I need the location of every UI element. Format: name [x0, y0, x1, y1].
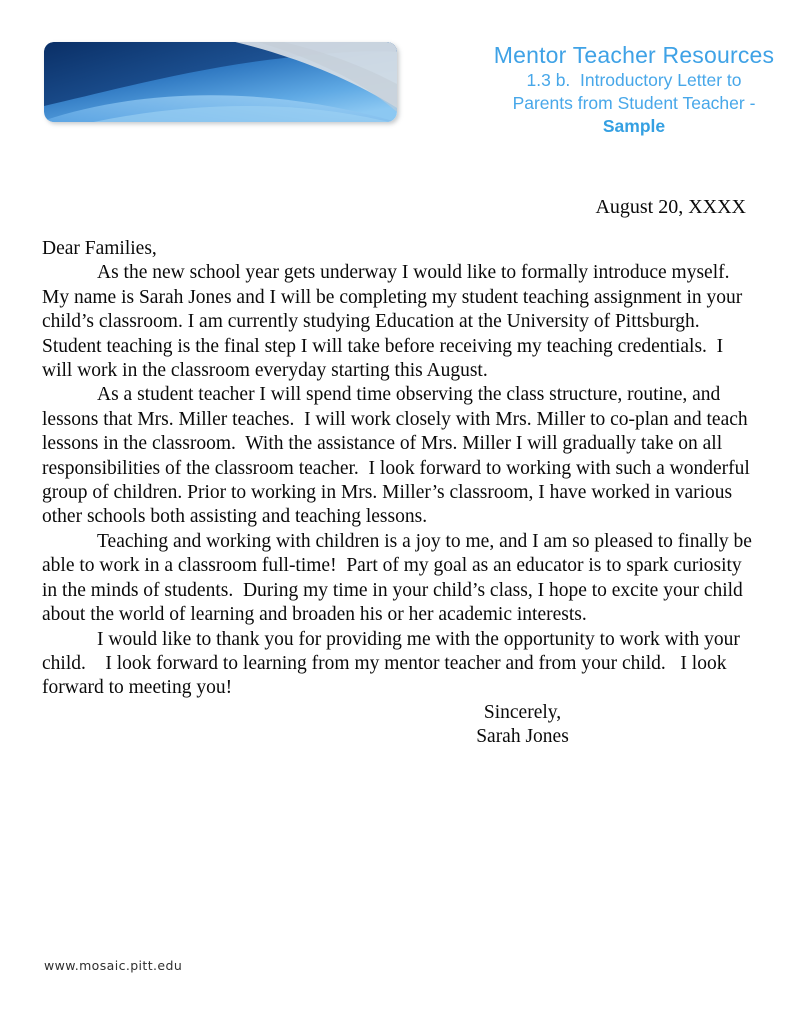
paragraph-3: Teaching and working with children is a joy to me, and I am so pleased to finally be able to work in a classroom full-time! Part of my goal as an educator is to spark curiosity in the minds of students. During my time in your child’s class, I hope to excite your child about the world of learning and broaden his or her academic interests. [42, 530, 757, 626]
footer-url: www.mosaic.pitt.edu [44, 958, 183, 973]
banner-swoosh-graphic [44, 42, 397, 122]
page-title: Mentor Teacher Resources [493, 42, 775, 68]
letter-body [42, 237, 757, 750]
header-sample-label: Sample [602, 116, 666, 136]
salutation: Dear Families, [42, 238, 157, 259]
banner-swoosh-icon [44, 42, 397, 122]
paragraph-2: As a student teacher I will spend time observing the class structure, routine, and lessons that Mrs. Miller teaches. I will work closely with Mrs. Miller to co-plan and teach lessons in the classroom. With the assistance of Mrs. Miller I will gradually take on all responsibilities of the classroom teacher. I look forward to working with such a wonderful group of children. Prior to working in Mrs. Miller’s classroom, I have worked in various other schools both assisting and teaching lessons. [42, 384, 755, 528]
paragraph-4: I would like to thank you for providing me with the opportunity to work with your child. I look forward to learning from my mentor teacher and from your child. I look forward to meeting you! [42, 628, 745, 699]
signature: Sarah Jones [476, 726, 569, 748]
header [44, 42, 791, 154]
date-line: August 20, XXXX [595, 196, 746, 218]
header-title-block [456, 42, 791, 138]
header-subtitle-line2: Parents from Student Teacher - [512, 93, 756, 113]
closing-block [445, 701, 600, 750]
paragraph-1: As the new school year gets underway I would like to formally introduce myself. My name is Sarah Jones and I will be completing my student teaching assignment in your child’s classroom. I am currently studying Education at the University of Pittsburgh. Student teaching is the final step I will take before receiving my teaching credentials. I will work in the classroom everyday starting this August. [42, 262, 748, 382]
closing: Sincerely, [483, 701, 562, 723]
header-subtitle-line1: 1.3 b. Introductory Letter to [526, 70, 742, 90]
